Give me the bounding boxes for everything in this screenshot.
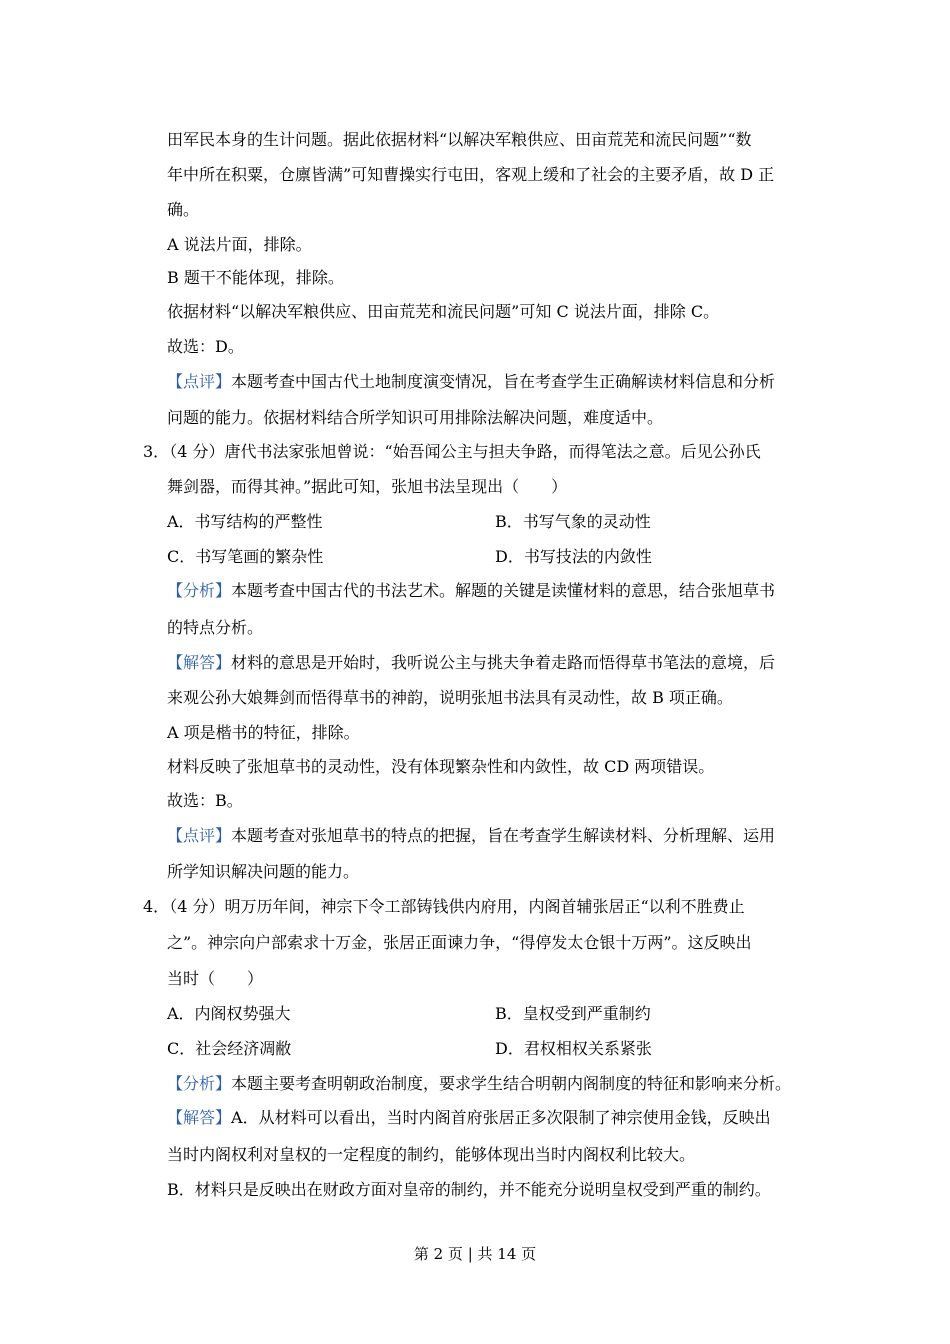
analysis-tag: 【分析】 bbox=[167, 581, 232, 600]
option-c: C．社会经济凋敝 bbox=[167, 1039, 292, 1058]
text-line: 所学知识解决问题的能力。 bbox=[167, 862, 360, 881]
answer-line bbox=[167, 653, 807, 673]
analysis-line bbox=[167, 581, 807, 601]
analysis-line bbox=[167, 1074, 807, 1094]
text-line: 问题的能力。依据材料结合所学知识可用排除法解决问题，难度适中。 bbox=[167, 408, 664, 427]
option-b: B．皇权受到严重制约 bbox=[495, 1004, 651, 1023]
text-line: 来观公孙大娘舞剑而悟得草书的神韵，说明张旭书法具有灵动性，故 B 项正确。 bbox=[167, 688, 733, 707]
text-line: 的特点分析。 bbox=[167, 618, 264, 637]
comment-text: 本题考查对张旭草书的特点的把握，旨在考查学生解读材料、分析理解、运用 bbox=[231, 826, 776, 845]
text-line: B 题干不能体现，排除。 bbox=[167, 268, 344, 287]
comment-tag: 【点评】 bbox=[167, 372, 232, 391]
text-line: A 说法片面，排除。 bbox=[167, 235, 312, 254]
question-number: 3． bbox=[143, 442, 170, 461]
answer-tag: 【解答】 bbox=[167, 1108, 232, 1127]
question-3-stem bbox=[143, 442, 783, 462]
text-line: 当时（ ） bbox=[167, 969, 264, 988]
answer-tag: 【解答】 bbox=[167, 653, 232, 672]
answer-line bbox=[167, 1108, 807, 1128]
option-a: A．内阁权势强大 bbox=[167, 1004, 291, 1023]
option-c: C．书写笔画的繁杂性 bbox=[167, 547, 324, 566]
comment-text: 本题考查中国古代土地制度演变情况，旨在考查学生正确解读材料信息和分析 bbox=[231, 372, 776, 391]
option-b: B．书写气象的灵动性 bbox=[495, 512, 651, 531]
text-line: B．材料只是反映出在财政方面对皇帝的制约，并不能充分说明皇权受到严重的制约。 bbox=[167, 1180, 771, 1199]
text-line: 舞剑器，而得其神。”据此可知，张旭书法呈现出（ ） bbox=[167, 477, 568, 496]
comment-tag: 【点评】 bbox=[167, 826, 232, 845]
text-line: 田军民本身的生计问题。据此依据材料“以解决军粮供应、田亩荒芜和流民问题”“数 bbox=[167, 130, 752, 149]
analysis-text: 本题主要考查明朝政治制度，要求学生结合明朝内阁制度的特征和影响来分析。 bbox=[231, 1074, 792, 1093]
text-line: A 项是楷书的特征，排除。 bbox=[167, 723, 360, 742]
answer-text: 材料的意思是开始时，我听说公主与挑夫争着走路而悟得草书笔法的意境，后 bbox=[231, 653, 776, 672]
question-text: （4 分）明万历年间，神宗下令工部铸钱供内府用，内阁首辅张居正“以利不胜费止 bbox=[169, 897, 745, 916]
text-line: 依据材料“以解决军粮供应、田亩荒芜和流民问题”可知 C 说法片面，排除 C。 bbox=[167, 302, 720, 321]
page-footer: 第 2 页 | 共 14 页 bbox=[413, 1245, 537, 1263]
option-d: D．书写技法的内敛性 bbox=[495, 547, 652, 566]
option-a: A．书写结构的严整性 bbox=[167, 512, 323, 531]
text-line: 之”。神宗向户部索求十万金，张居正面谏力争，“得停发太仓银十万两”。这反映出 bbox=[167, 933, 752, 952]
question-text: （4 分）唐代书法家张旭曾说：“始吾闻公主与担夫争路，而得笔法之意。后见公孙氏 bbox=[169, 442, 761, 461]
question-4-stem bbox=[143, 897, 783, 917]
comment-line bbox=[167, 372, 807, 392]
answer-text: A．从材料可以看出，当时内阁首府张居正多次限制了神宗使用金钱，反映出 bbox=[231, 1108, 771, 1127]
text-line: 故选：B。 bbox=[167, 791, 243, 810]
text-line: 材料反映了张旭草书的灵动性，没有体现繁杂性和内敛性，故 CD 两项错误。 bbox=[167, 757, 715, 776]
option-d: D．君权相权关系紧张 bbox=[495, 1039, 652, 1058]
question-number: 4． bbox=[143, 897, 170, 916]
analysis-tag: 【分析】 bbox=[167, 1074, 232, 1093]
text-line: 年中所在积粟，仓廪皆满”可知曹操实行屯田，客观上缓和了社会的主要矛盾，故 D 正 bbox=[167, 165, 775, 184]
comment-line bbox=[167, 826, 807, 846]
text-line: 当时内阁权利对皇权的一定程度的制约，能够体现出当时内阁权利比较大。 bbox=[167, 1145, 696, 1164]
analysis-text: 本题考查中国古代的书法艺术。解题的关键是读懂材料的意思，结合张旭草书 bbox=[231, 581, 776, 600]
text-line: 故选：D。 bbox=[167, 337, 244, 356]
text-line: 确。 bbox=[167, 200, 200, 219]
